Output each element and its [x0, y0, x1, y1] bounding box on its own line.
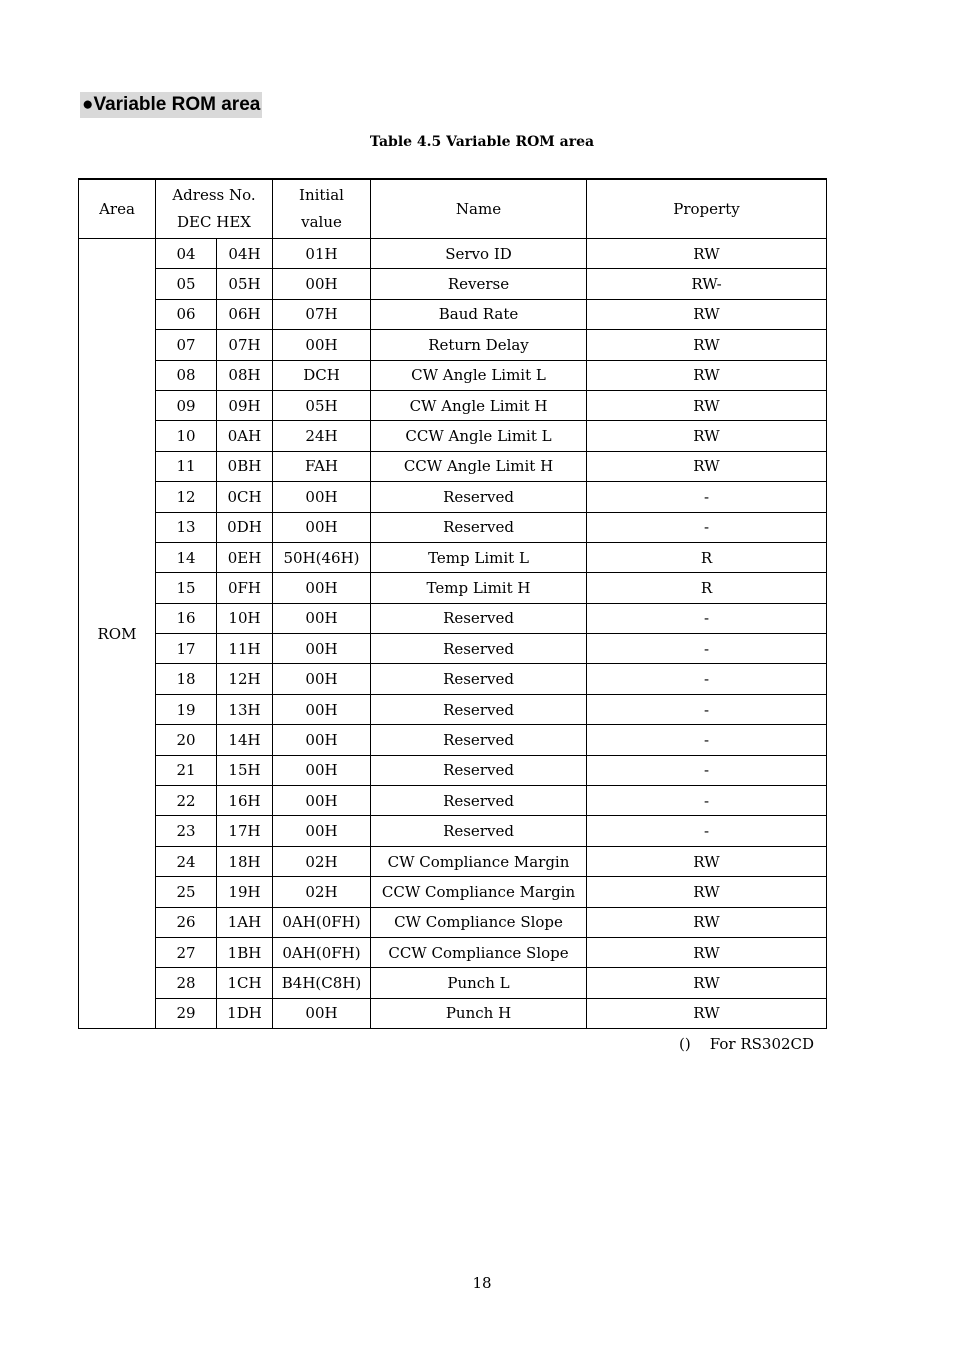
cell-name: CW Compliance Slope: [371, 907, 587, 937]
cell-initial-value: 00H: [273, 330, 371, 360]
cell-property: RW: [587, 330, 827, 360]
table-row: [79, 786, 827, 816]
cell-dec: 12: [156, 482, 217, 512]
footnote: () For RS302CD: [679, 1035, 815, 1053]
table-row: [79, 482, 827, 512]
table-row: [79, 664, 827, 694]
table-row: [79, 755, 827, 785]
cell-name: Reserved: [371, 512, 587, 542]
header-area: Area: [79, 179, 156, 239]
cell-property: R: [587, 573, 827, 603]
cell-name: Reserved: [371, 634, 587, 664]
cell-initial-value: 00H: [273, 664, 371, 694]
cell-dec: 08: [156, 360, 217, 390]
table-row: [79, 390, 827, 420]
cell-hex: 19H: [217, 877, 273, 907]
table-row: [79, 907, 827, 937]
cell-hex: 0DH: [217, 512, 273, 542]
cell-property: -: [587, 512, 827, 542]
cell-dec: 04: [156, 239, 217, 269]
cell-name: Reserved: [371, 694, 587, 724]
cell-initial-value: 00H: [273, 725, 371, 755]
cell-initial-value: 00H: [273, 755, 371, 785]
cell-name: Reserved: [371, 786, 587, 816]
cell-name: Reserved: [371, 755, 587, 785]
cell-dec: 11: [156, 451, 217, 481]
cell-hex: 0FH: [217, 573, 273, 603]
table-row: [79, 239, 827, 269]
cell-dec: 27: [156, 937, 217, 967]
cell-name: CW Angle Limit L: [371, 360, 587, 390]
cell-dec: 25: [156, 877, 217, 907]
cell-hex: 17H: [217, 816, 273, 846]
cell-dec: 17: [156, 634, 217, 664]
table-row: [79, 694, 827, 724]
cell-property: RW: [587, 239, 827, 269]
cell-name: Reverse: [371, 269, 587, 299]
cell-dec: 23: [156, 816, 217, 846]
cell-name: Temp Limit L: [371, 542, 587, 572]
cell-initial-value: 50H(46H): [273, 542, 371, 572]
cell-initial-value: 07H: [273, 299, 371, 329]
cell-name: Baud Rate: [371, 299, 587, 329]
table-row: [79, 330, 827, 360]
cell-initial-value: DCH: [273, 360, 371, 390]
cell-initial-value: FAH: [273, 451, 371, 481]
cell-initial-value: 00H: [273, 634, 371, 664]
cell-hex: 10H: [217, 603, 273, 633]
cell-dec: 13: [156, 512, 217, 542]
cell-property: RW: [587, 998, 827, 1028]
cell-initial-value: 00H: [273, 269, 371, 299]
cell-dec: 10: [156, 421, 217, 451]
table-row: [79, 634, 827, 664]
cell-dec: 16: [156, 603, 217, 633]
cell-property: -: [587, 755, 827, 785]
cell-property: -: [587, 603, 827, 633]
cell-property: RW: [587, 907, 827, 937]
header-initial-line2: value: [301, 213, 342, 231]
cell-name: Reserved: [371, 816, 587, 846]
table-row: [79, 421, 827, 451]
cell-initial-value: 01H: [273, 239, 371, 269]
cell-dec: 18: [156, 664, 217, 694]
cell-name: Punch H: [371, 998, 587, 1028]
cell-hex: 08H: [217, 360, 273, 390]
cell-area: ROM: [79, 239, 156, 1029]
cell-property: R: [587, 542, 827, 572]
cell-initial-value: 05H: [273, 390, 371, 420]
cell-hex: 16H: [217, 786, 273, 816]
cell-hex: 05H: [217, 269, 273, 299]
cell-dec: 07: [156, 330, 217, 360]
cell-dec: 15: [156, 573, 217, 603]
table-header-row: [79, 179, 827, 239]
cell-property: RW: [587, 360, 827, 390]
cell-hex: 0CH: [217, 482, 273, 512]
cell-hex: 12H: [217, 664, 273, 694]
cell-initial-value: 02H: [273, 846, 371, 876]
cell-property: RW: [587, 451, 827, 481]
table-row: [79, 816, 827, 846]
cell-initial-value: 0AH(0FH): [273, 937, 371, 967]
cell-name: CCW Compliance Slope: [371, 937, 587, 967]
cell-hex: 0AH: [217, 421, 273, 451]
table-row: [79, 360, 827, 390]
cell-dec: 20: [156, 725, 217, 755]
cell-name: Reserved: [371, 725, 587, 755]
cell-dec: 21: [156, 755, 217, 785]
header-property: Property: [587, 179, 827, 239]
cell-property: RW: [587, 846, 827, 876]
cell-hex: 1CH: [217, 968, 273, 998]
table-row: [79, 846, 827, 876]
table-row: [79, 451, 827, 481]
cell-name: Punch L: [371, 968, 587, 998]
table-caption: Table 4.5 Variable ROM area: [369, 134, 595, 150]
cell-dec: 09: [156, 390, 217, 420]
cell-hex: 11H: [217, 634, 273, 664]
cell-dec: 29: [156, 998, 217, 1028]
cell-hex: 07H: [217, 330, 273, 360]
cell-initial-value: 02H: [273, 877, 371, 907]
cell-dec: 22: [156, 786, 217, 816]
table-row: [79, 542, 827, 572]
page-number: 18: [472, 1274, 492, 1292]
header-address-line1: Adress No.: [172, 186, 256, 204]
cell-initial-value: B4H(C8H): [273, 968, 371, 998]
header-name: Name: [371, 179, 587, 239]
cell-name: CCW Angle Limit L: [371, 421, 587, 451]
cell-property: RW: [587, 877, 827, 907]
cell-dec: 28: [156, 968, 217, 998]
cell-dec: 06: [156, 299, 217, 329]
cell-name: CCW Angle Limit H: [371, 451, 587, 481]
cell-name: Reserved: [371, 603, 587, 633]
cell-property: RW: [587, 390, 827, 420]
cell-property: -: [587, 634, 827, 664]
cell-hex: 1BH: [217, 937, 273, 967]
cell-initial-value: 00H: [273, 573, 371, 603]
cell-hex: 06H: [217, 299, 273, 329]
cell-property: RW-: [587, 269, 827, 299]
cell-initial-value: 00H: [273, 694, 371, 724]
cell-initial-value: 00H: [273, 603, 371, 633]
cell-hex: 1AH: [217, 907, 273, 937]
cell-property: -: [587, 482, 827, 512]
cell-name: Return Delay: [371, 330, 587, 360]
cell-hex: 04H: [217, 239, 273, 269]
cell-property: RW: [587, 299, 827, 329]
cell-property: RW: [587, 968, 827, 998]
cell-hex: 09H: [217, 390, 273, 420]
cell-property: -: [587, 664, 827, 694]
table-row: [79, 512, 827, 542]
cell-initial-value: 00H: [273, 512, 371, 542]
cell-hex: 0BH: [217, 451, 273, 481]
cell-dec: 24: [156, 846, 217, 876]
table-row: [79, 299, 827, 329]
cell-dec: 26: [156, 907, 217, 937]
cell-hex: 15H: [217, 755, 273, 785]
cell-name: Servo ID: [371, 239, 587, 269]
cell-name: Reserved: [371, 664, 587, 694]
cell-initial-value: 00H: [273, 998, 371, 1028]
header-initial-line1: Initial: [299, 186, 344, 204]
cell-property: -: [587, 694, 827, 724]
cell-name: CW Compliance Margin: [371, 846, 587, 876]
variable-rom-table: [78, 178, 827, 1029]
table-row: [79, 968, 827, 998]
cell-initial-value: 0AH(0FH): [273, 907, 371, 937]
cell-dec: 05: [156, 269, 217, 299]
cell-dec: 14: [156, 542, 217, 572]
table-row: [79, 573, 827, 603]
cell-property: -: [587, 725, 827, 755]
table-row: [79, 877, 827, 907]
table-row: [79, 937, 827, 967]
cell-hex: 0EH: [217, 542, 273, 572]
cell-property: RW: [587, 421, 827, 451]
header-initial-value: [273, 179, 371, 239]
section-title: ●Variable ROM area: [80, 92, 262, 118]
cell-hex: 14H: [217, 725, 273, 755]
cell-dec: 19: [156, 694, 217, 724]
cell-property: RW: [587, 937, 827, 967]
cell-hex: 1DH: [217, 998, 273, 1028]
table-row: [79, 998, 827, 1028]
header-address: [156, 179, 273, 239]
cell-hex: 13H: [217, 694, 273, 724]
table-row: [79, 269, 827, 299]
table-row: [79, 725, 827, 755]
cell-property: -: [587, 786, 827, 816]
cell-hex: 18H: [217, 846, 273, 876]
cell-name: CCW Compliance Margin: [371, 877, 587, 907]
cell-initial-value: 24H: [273, 421, 371, 451]
cell-initial-value: 00H: [273, 786, 371, 816]
cell-initial-value: 00H: [273, 816, 371, 846]
cell-property: -: [587, 816, 827, 846]
cell-name: Reserved: [371, 482, 587, 512]
cell-initial-value: 00H: [273, 482, 371, 512]
cell-name: Temp Limit H: [371, 573, 587, 603]
table-row: [79, 603, 827, 633]
table-body: [79, 179, 827, 1029]
header-address-line2: DEC HEX: [177, 213, 251, 231]
cell-name: CW Angle Limit H: [371, 390, 587, 420]
